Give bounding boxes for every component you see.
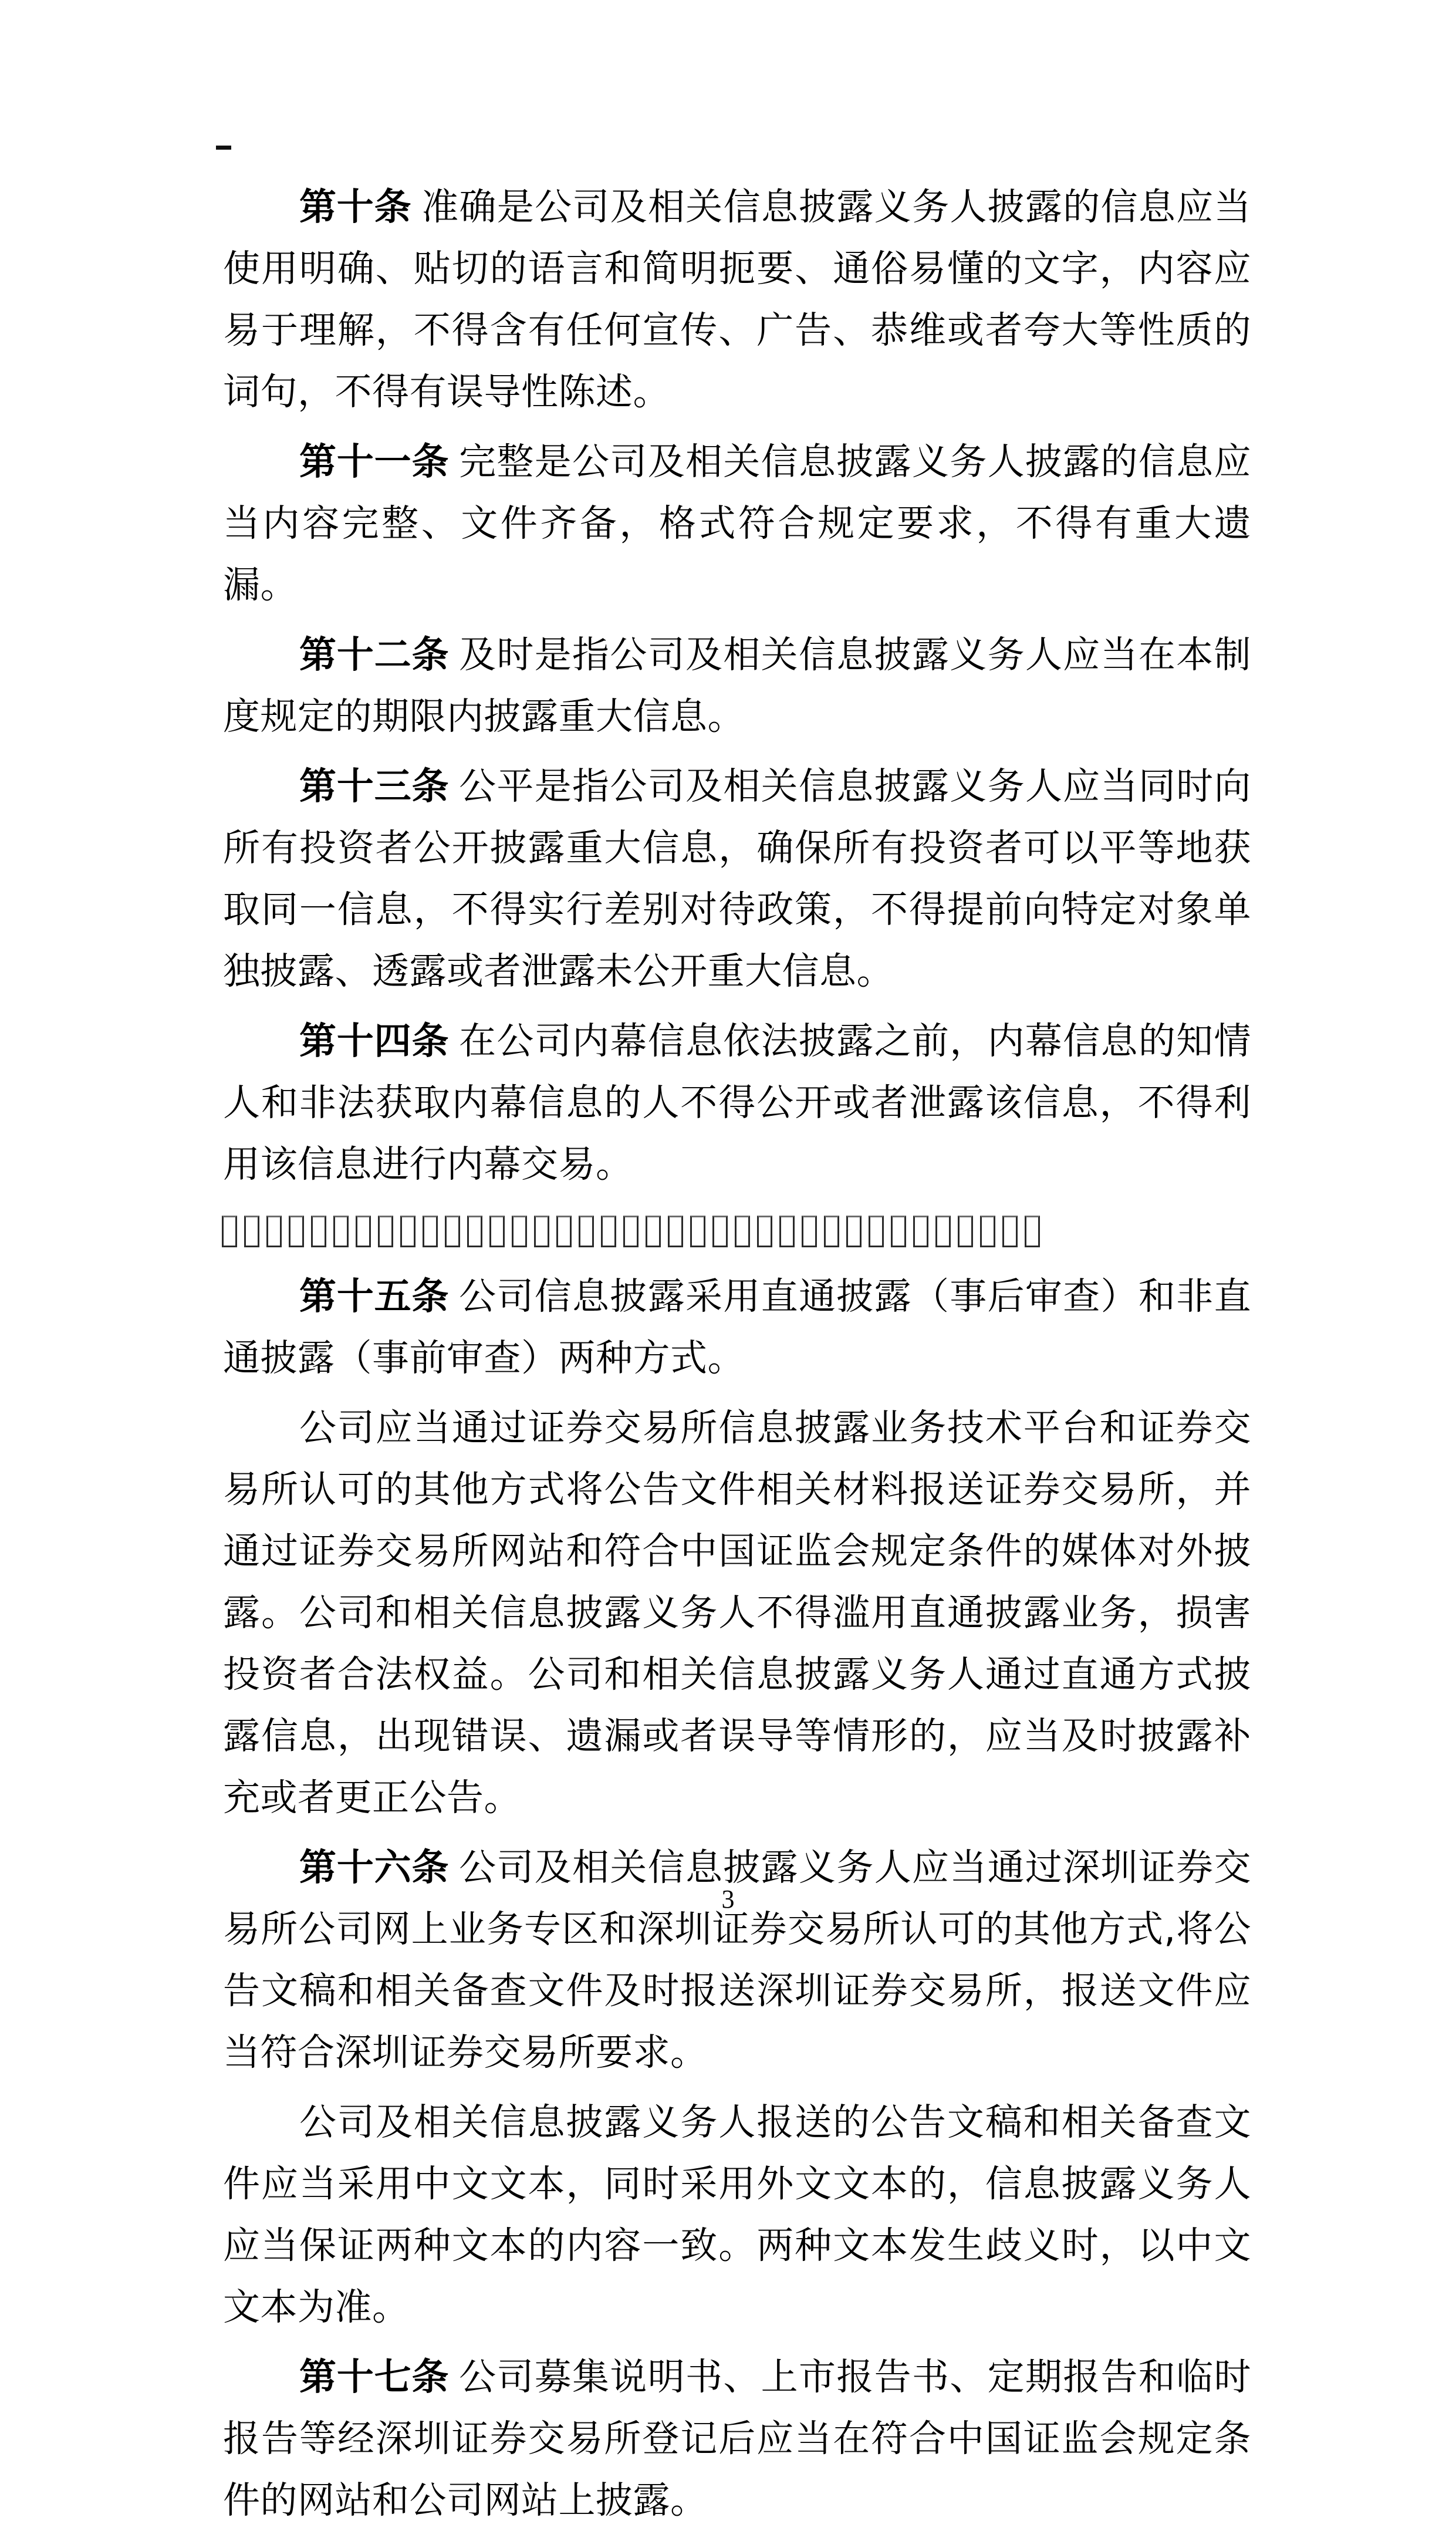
missing-glyph-box [980,1216,995,1247]
article-number-17: 第十七条 [299,2355,450,2398]
missing-glyph-box [1002,1216,1018,1247]
paragraph-article-17 [223,2346,1251,2531]
paragraph-16-continuation [223,2091,1251,2346]
article-number-14: 第十四条 [299,1020,450,1062]
missing-glyph-box [512,1216,527,1247]
article-text-16: 公司及相关信息披露义务人应当通过深圳证券交易所公司网上业务专区和深圳证券交易所认可的其他方式,将公告文稿和相关备查文件及时报送深圳证券交易所，报送文件应当符合深圳证券交易所要求。 [223,1846,1252,2074]
missing-glyph-box [489,1216,505,1247]
paragraph-article-15 [223,1266,1251,1397]
missing-glyph-box [935,1216,951,1247]
paragraph-15-continuation [223,1397,1251,1837]
article-text-14: 在公司内幕信息依法披露之前，内幕信息的知情人和非法获取内幕信息的人不得公开或者泄露该信息，不得利用该信息进行内幕交易。 [223,1020,1252,1186]
missing-glyph-box [579,1216,594,1247]
missing-glyph-box [311,1216,326,1247]
missing-glyph-box [601,1216,616,1247]
missing-glyph-box [356,1216,371,1247]
article-text-15: 公司信息披露采用直通披露（事后审查）和非直通披露（事前审查）两种方式。 [223,1275,1252,1379]
missing-glyph-box [423,1216,438,1247]
missing-glyph-box [623,1216,639,1247]
missing-glyph-box [333,1216,349,1247]
missing-glyph-box [556,1216,572,1247]
article-number-15: 第十五条 [299,1275,450,1318]
missing-glyph-box [244,1216,259,1247]
missing-glyph-box [869,1216,884,1247]
missing-glyph-box [735,1216,750,1247]
article-number-16: 第十六条 [299,1846,450,1889]
missing-glyph-box [690,1216,705,1247]
missing-glyph-box [712,1216,728,1247]
article-text-13: 公平是指公司及相关信息披露义务人应当同时向所有投资者公开披露重大信息，确保所有投资者可以平等地获取同一信息，不得实行差别对待政策，不得提前向特定对象单独披露、透露或者泄露未公开重大信息。 [223,765,1252,993]
paragraph-text-15-2: 公司应当通过证券交易所信息披露业务技术平台和证券交易所认可的其他方式将公告文件相关材料报送证券交易所，并通过证券交易所网站和符合中国证监会规定条件的媒体对外披露。公司和相关信息披露义务人不得滥用直通披露业务，损害投资者合法权益。公司和相关信息披露义务人通过直通方式披露信息，出现错误、遗漏或者误导等情形的，应当及时披露补充或者更正公告。 [223,1406,1251,1819]
missing-glyph-box [668,1216,683,1247]
missing-glyph-box [400,1216,415,1247]
document-body [223,176,1251,2531]
article-number-12: 第十二条 [299,633,450,676]
paragraph-article-16 [223,1837,1251,2091]
article-text-17: 公司募集说明书、上市报告书、定期报告和临时报告等经深圳证券交易所登记后应当在符合中国证监会规定条件的网站和公司网站上披露。 [223,2355,1252,2522]
article-text-10: 准确是公司及相关信息披露义务人披露的信息应当使用明确、贴切的语言和简明扼要、通俗易懂的文字，内容应易于理解，不得含有任何宣传、广告、恭维或者夸大等性质的词句，不得有误导性陈述。 [223,185,1252,413]
missing-glyph-box [534,1216,549,1247]
article-number-10: 第十条 [299,185,412,228]
article-number-13: 第十三条 [299,765,450,808]
article-text-11: 完整是公司及相关信息披露义务人披露的信息应当内容完整、文件齐备，格式符合规定要求，不得有重大遗漏。 [223,440,1252,606]
paragraph-text-16-2: 公司及相关信息披露义务人报送的公告文稿和相关备查文件应当采用中文文本，同时采用外文文本的，信息披露义务人应当保证两种文本的内容一致。两种文本发生歧义时，以中文文本为准。 [223,2101,1251,2328]
missing-glyph-box [646,1216,661,1247]
missing-glyph-box [266,1216,282,1247]
missing-glyph-box [913,1216,928,1247]
article-number-11: 第十一条 [299,440,450,483]
missing-glyph-box [846,1216,862,1247]
missing-glyph-box [378,1216,393,1247]
missing-glyph-box [1025,1216,1040,1247]
missing-glyph-box [802,1216,817,1247]
missing-glyph-box [222,1216,237,1247]
article-text-12: 及时是指公司及相关信息披露义务人应当在本制度规定的期限内披露重大信息。 [223,633,1252,738]
missing-glyph-box [757,1216,772,1247]
missing-glyph-box [445,1216,460,1247]
missing-glyph-box [958,1216,973,1247]
missing-glyph-row [222,1203,1251,1266]
missing-glyph-box [824,1216,839,1247]
missing-glyph-box [467,1216,482,1247]
missing-glyph-box [289,1216,304,1247]
paragraph-article-11 [223,431,1251,624]
paragraph-article-12 [223,624,1251,755]
missing-glyph-box [779,1216,795,1247]
paragraph-article-13 [223,755,1251,1010]
missing-glyph-box [891,1216,906,1247]
paragraph-article-14 [223,1010,1251,1203]
top-left-dash-mark [216,146,231,150]
paragraph-article-10 [223,176,1251,431]
page-number: 3 [721,1885,735,1914]
